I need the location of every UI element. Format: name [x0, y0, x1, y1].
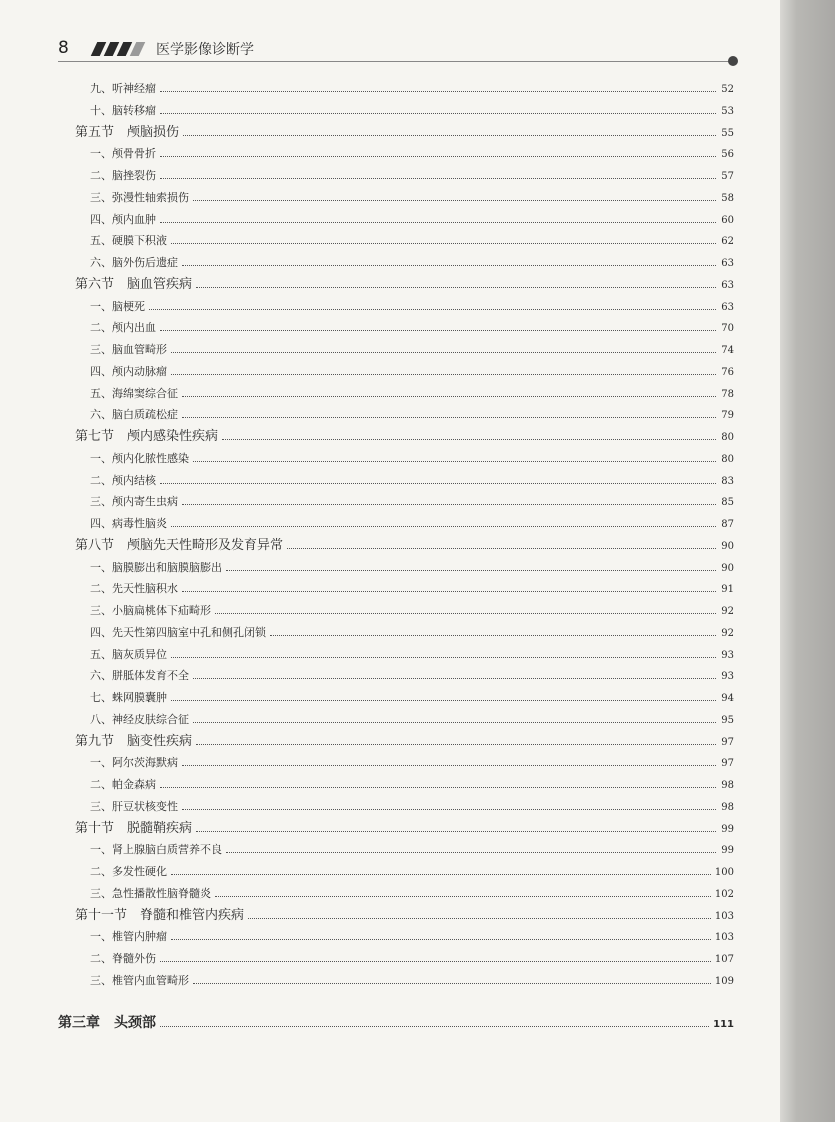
- dot-leader: [196, 277, 716, 288]
- toc-entry-title: 三、小脑扁桃体下疝畸形: [90, 604, 211, 617]
- toc-section-row: [75, 275, 734, 295]
- toc-page-number: 103: [714, 910, 734, 922]
- toc-page-number: 93: [721, 671, 734, 683]
- toc-entry-title: 第五节 颅脑损伤: [75, 124, 180, 140]
- toc-page-number: 98: [721, 801, 734, 813]
- toc-item-row: [90, 449, 734, 469]
- dot-leader: [171, 865, 711, 875]
- toc-entry-title: 一、颅内化脓性感染: [90, 451, 189, 465]
- toc-item-row: [90, 318, 734, 338]
- toc-item-row: [90, 210, 734, 230]
- toc-entry-title: 四、病毒性脑炎: [90, 517, 167, 530]
- dot-leader: [171, 343, 716, 353]
- toc-page-number: 76: [721, 366, 734, 378]
- toc-item-row: [90, 840, 734, 860]
- dot-leader: [193, 191, 716, 201]
- dot-leader: [182, 495, 716, 505]
- toc-item-row: [90, 144, 734, 164]
- toc-item-row: [90, 514, 734, 534]
- toc-entry-title: 十、脑转移瘤: [90, 103, 156, 117]
- toc-page-number: 74: [721, 345, 734, 356]
- dot-leader: [171, 930, 711, 940]
- dot-leader: [182, 256, 716, 266]
- toc-section-row: [75, 819, 734, 839]
- toc-section-row: [75, 732, 734, 752]
- toc-page-number: 90: [721, 562, 734, 574]
- toc-entry-title: 八、神经皮肤综合征: [90, 712, 189, 726]
- toc-page-number: 63: [721, 279, 734, 291]
- toc-page-number: 99: [721, 845, 734, 857]
- toc-item-row: [90, 753, 734, 773]
- toc-page-number: 80: [721, 453, 734, 465]
- toc-entry-title: 第七节 颅内感染性疾病: [75, 429, 219, 444]
- toc-entry-title: 五、脑灰质异位: [90, 647, 167, 661]
- toc-entry-title: 一、肾上腺脑白质营养不良: [90, 843, 222, 857]
- dot-leader: [215, 604, 716, 614]
- toc-entry-title: 五、海绵窦综合征: [90, 386, 178, 400]
- toc-entry-title: 二、脑挫裂伤: [90, 169, 156, 182]
- toc-page-number: 90: [721, 540, 734, 552]
- toc-chapter-row: [58, 1013, 734, 1033]
- toc-item-row: [90, 405, 734, 425]
- toc-entry-title: 一、椎管内肿瘤: [90, 930, 167, 944]
- header-stripes-decoration: [94, 42, 154, 56]
- toc-item-row: [90, 231, 734, 251]
- toc-entry-title: 七、蛛网膜囊肿: [90, 691, 167, 704]
- dot-leader: [160, 474, 716, 484]
- dot-leader: [182, 800, 716, 810]
- toc-item-row: [90, 492, 734, 512]
- toc-entry-title: 四、颅内血肿: [90, 212, 156, 226]
- dot-leader: [160, 169, 716, 179]
- dot-leader: [171, 234, 716, 244]
- toc-page-number: 99: [721, 823, 734, 835]
- dot-leader: [160, 213, 716, 223]
- dot-leader: [171, 691, 716, 701]
- toc-page-number: 103: [714, 932, 734, 944]
- toc-page-number: 70: [721, 323, 734, 335]
- toc-entry-title: 一、脑膜膨出和脑膜脑膨出: [90, 560, 222, 574]
- toc-item-row: [90, 101, 734, 121]
- dot-leader: [182, 756, 716, 766]
- toc-item-row: [90, 340, 734, 360]
- toc-item-row: [90, 884, 734, 904]
- toc-entry-title: 六、脑外伤后遗症: [90, 256, 178, 269]
- toc-entry-title: 二、帕金森病: [90, 778, 156, 791]
- toc-page-number: 109: [714, 975, 734, 987]
- dot-leader: [149, 300, 716, 310]
- toc-item-row: [90, 710, 734, 730]
- toc-page-number: 53: [721, 105, 734, 117]
- dot-leader: [171, 365, 716, 375]
- toc-page-number: 97: [721, 736, 734, 748]
- toc-page-number: 83: [721, 475, 734, 487]
- toc-page-number: 91: [721, 584, 734, 596]
- toc-page-number: 94: [721, 693, 734, 704]
- toc-entry-title: 第六节 脑血管疾病: [75, 276, 193, 292]
- dot-leader: [226, 843, 716, 853]
- toc-item-row: [90, 688, 734, 708]
- toc-entry-title: 二、先天性脑积水: [90, 582, 178, 596]
- toc-page-number: 95: [721, 714, 734, 726]
- toc-page-number: 97: [721, 758, 734, 770]
- toc-item-row: [90, 797, 734, 817]
- toc-entry-title: 二、脊髓外伤: [90, 952, 156, 965]
- toc-item-row: [90, 666, 734, 686]
- toc-entry-title: 六、胼胝体发育不全: [90, 669, 189, 683]
- toc-item-row: [90, 927, 734, 947]
- toc-entry-title: 一、脑梗死: [90, 299, 145, 313]
- dot-leader: [193, 713, 716, 723]
- toc-page-number: 93: [721, 649, 734, 661]
- page-number: 8: [58, 38, 69, 58]
- toc-page-number: 79: [721, 410, 734, 422]
- dot-leader: [160, 321, 716, 331]
- toc-entry-title: 二、颅内出血: [90, 321, 156, 335]
- toc-entry-title: 第三章 头颈部: [58, 1014, 156, 1031]
- dot-leader: [183, 125, 716, 136]
- dot-leader: [160, 1015, 709, 1027]
- toc-page-number: 58: [721, 192, 734, 204]
- book-spine-shadow: [780, 0, 835, 1122]
- header-rule: [58, 61, 730, 62]
- toc-item-row: [90, 253, 734, 273]
- toc-item-row: [90, 862, 734, 882]
- dot-leader: [226, 561, 716, 571]
- toc-entry-title: 二、颅内结核: [90, 473, 156, 487]
- toc-entry-title: 五、硬膜下积液: [90, 234, 167, 248]
- toc-item-row: [90, 623, 734, 643]
- toc-entry-title: 一、阿尔茨海默病: [90, 756, 178, 770]
- dot-leader: [222, 429, 716, 440]
- toc-item-row: [90, 79, 734, 99]
- toc-section-row: [75, 427, 734, 447]
- dot-leader: [287, 538, 716, 549]
- dot-leader: [160, 952, 711, 962]
- page-header: [58, 38, 738, 62]
- dot-leader: [215, 887, 711, 897]
- book-title: 医学影像诊断学: [156, 42, 254, 58]
- toc-entry-title: 三、肝豆状核变性: [90, 799, 178, 813]
- toc-page-number: 87: [721, 519, 734, 530]
- toc-page-number: 63: [721, 258, 734, 269]
- toc-item-row: [90, 297, 734, 317]
- toc-entry-title: 二、多发性硬化: [90, 865, 167, 878]
- dot-leader: [182, 408, 716, 418]
- toc-entry-title: 四、先天性第四脑室中孔和侧孔闭锁: [90, 625, 266, 639]
- toc-page-number: 85: [721, 497, 734, 509]
- dot-leader: [182, 387, 716, 397]
- toc-item-row: [90, 471, 734, 491]
- toc-page-number: 62: [721, 236, 734, 248]
- toc-section-row: [75, 906, 734, 926]
- toc-page-number: 111: [713, 1018, 734, 1030]
- toc-page-number: 100: [714, 867, 734, 878]
- toc-page-number: 98: [721, 780, 734, 791]
- toc-page-number: 57: [721, 171, 734, 182]
- dot-leader: [196, 821, 716, 832]
- toc-entry-title: 第九节 脑变性疾病: [75, 733, 193, 749]
- toc-page-number: 56: [721, 149, 734, 161]
- dot-leader: [160, 82, 716, 92]
- dot-leader: [193, 452, 716, 462]
- dot-leader: [160, 104, 716, 114]
- toc-page-number: 102: [714, 888, 734, 900]
- toc-item-row: [90, 645, 734, 665]
- toc-item-row: [90, 384, 734, 404]
- toc-entry-title: 三、脑血管畸形: [90, 343, 167, 356]
- dot-leader: [196, 734, 716, 745]
- toc-item-row: [90, 188, 734, 208]
- toc-page-number: 55: [721, 127, 734, 139]
- toc-page-number: 63: [721, 301, 734, 313]
- toc-page-number: 52: [721, 84, 734, 95]
- toc-item-row: [90, 558, 734, 578]
- dot-leader: [171, 648, 716, 658]
- dot-leader: [270, 626, 716, 636]
- toc-item-row: [90, 166, 734, 186]
- toc-item-row: [90, 971, 734, 991]
- toc-entry-title: 三、急性播散性脑脊髓炎: [90, 886, 211, 900]
- toc-section-row: [75, 123, 734, 143]
- toc-page-number: 80: [721, 432, 734, 443]
- toc-entry-title: 六、脑白质疏松症: [90, 408, 178, 422]
- toc-item-row: [90, 362, 734, 382]
- dot-leader: [193, 974, 711, 984]
- toc-page-number: 92: [721, 606, 734, 617]
- toc-item-row: [90, 579, 734, 599]
- toc-page-number: 92: [721, 627, 734, 639]
- toc-entry-title: 九、听神经瘤: [90, 82, 156, 95]
- toc-page-number: 60: [721, 214, 734, 226]
- dot-leader: [248, 908, 711, 919]
- dot-leader: [193, 669, 716, 679]
- toc-entry-title: 第八节 颅脑先天性畸形及发育异常: [75, 537, 284, 553]
- toc-entry-title: 第十节 脱髓鞘疾病: [75, 820, 193, 836]
- toc-page-number: 107: [714, 954, 734, 965]
- toc-section-row: [75, 536, 734, 556]
- toc-entry-title: 三、弥漫性轴索损伤: [90, 190, 189, 204]
- toc-item-row: [90, 775, 734, 795]
- toc-entry-title: 一、颅骨骨折: [90, 147, 156, 161]
- toc-item-row: [90, 601, 734, 621]
- dot-leader: [182, 582, 716, 592]
- toc-entry-title: 第十一节 脊髓和椎管内疾病: [75, 907, 245, 923]
- header-rule-dot: [728, 56, 738, 66]
- toc-item-row: [90, 949, 734, 969]
- toc-entry-title: 三、颅内寄生虫病: [90, 495, 178, 509]
- dot-leader: [160, 778, 716, 788]
- dot-leader: [171, 517, 716, 527]
- toc-entry-title: 三、椎管内血管畸形: [90, 973, 189, 987]
- toc-page-number: 78: [721, 388, 734, 400]
- toc-entry-title: 四、颅内动脉瘤: [90, 364, 167, 378]
- dot-leader: [160, 147, 716, 157]
